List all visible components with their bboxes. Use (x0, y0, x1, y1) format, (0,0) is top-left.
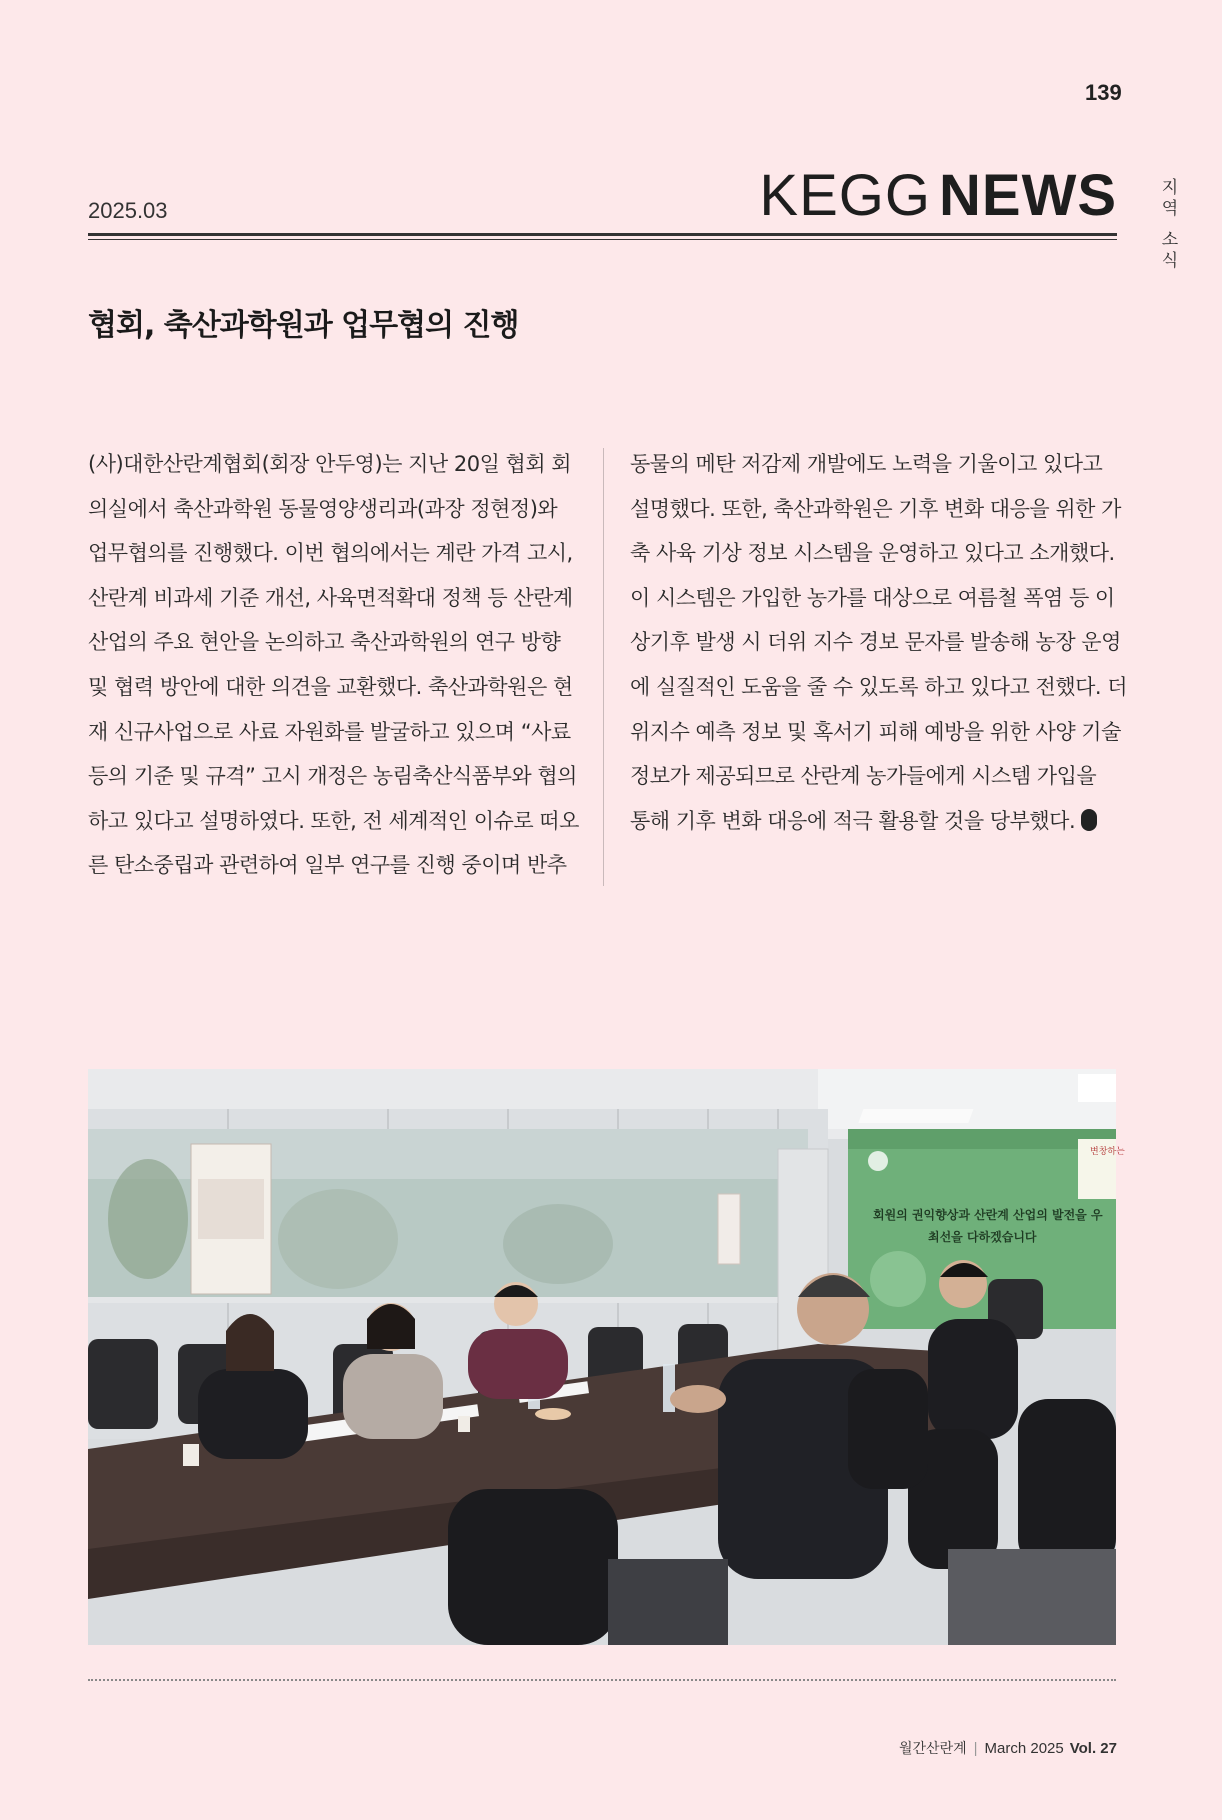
body-line: 동물의 메탄 저감제 개발에도 노력을 기울이고 있다고 (630, 452, 1103, 476)
footer-separator: | (973, 1740, 978, 1757)
article-column-left (88, 442, 579, 888)
page-number: 139 (1085, 80, 1122, 105)
body-line: 설명했다. 또한, 축산과학원은 기후 변화 대응을 위한 가 (630, 496, 1121, 521)
masthead (759, 164, 1117, 228)
body-line: 재 신규사업으로 사료 자원화를 발굴하고 있으며 “사료 (88, 719, 571, 744)
article-headline: 협회, 축산과학원과 업무협의 진행 (88, 308, 519, 343)
section-label-char: 지 (1161, 178, 1179, 198)
body-line: 및 협력 방안에 대한 의견을 교환했다. 축산과학원은 현 (88, 674, 573, 699)
banner-line-1: 회원의 권익향상과 산란계 산업의 발전을 우 (873, 1208, 1103, 1222)
body-line: 통해 기후 변화 대응에 적극 활용할 것을 당부했다. (630, 808, 1076, 833)
body-line-last (630, 799, 1116, 844)
banner-corner-text: 변창하는 (1090, 1147, 1125, 1157)
footer-month: March 2025 (984, 1740, 1064, 1757)
body-line: 의실에서 축산과학원 동물영양생리과(과장 정현정)와 (88, 496, 558, 521)
body-line: 른 탄소중립과 관련하여 일부 연구를 진행 중이며 반추 (88, 853, 567, 878)
body-line: 위지수 예측 정보 및 혹서기 피해 예방을 위한 사양 기술 (630, 719, 1121, 744)
article-column-right (630, 442, 1128, 843)
footer-publication: 월간산란계 (899, 1741, 967, 1757)
banner-line-2: 최선을 다하겠습니다 (928, 1230, 1037, 1244)
body-line: 업무협의를 진행했다. 이번 협의에서는 계란 가격 고시, (88, 541, 573, 566)
header-rule-thin (88, 239, 1117, 240)
body-line: 하고 있다고 설명하였다. 또한, 전 세계적인 이슈로 떠오 (88, 808, 579, 833)
masthead-news: NEWS (939, 163, 1117, 228)
footer-dotted-rule (88, 1679, 1116, 1681)
column-divider (603, 448, 604, 886)
issue-date: 2025.03 (88, 198, 168, 223)
page-footer (899, 1738, 1117, 1758)
body-line: 정보가 제공되므로 산란계 농가들에게 시스템 가입을 (630, 764, 1097, 789)
article-end-icon (1081, 809, 1097, 831)
body-line: (사)대한산란계협회(회장 안두영)는 지난 20일 협회 회 (88, 452, 572, 476)
meeting-photo (88, 1069, 1125, 1645)
section-label-char: 소 (1161, 230, 1179, 250)
body-line: 산업의 주요 현안을 논의하고 축산과학원의 연구 방향 (88, 630, 561, 655)
masthead-kegg: KEGG (759, 163, 931, 228)
section-label-char: 역 (1161, 199, 1179, 219)
section-label-char: 식 (1161, 251, 1179, 271)
body-line: 상기후 발생 시 더위 지수 경보 문자를 발송해 농장 운영 (630, 630, 1121, 655)
body-line: 에 실질적인 도움을 줄 수 있도록 하고 있다고 전했다. 더 (630, 674, 1128, 699)
body-line: 산란계 비과세 기준 개선, 사육면적확대 정책 등 산란계 (88, 585, 573, 610)
header-rule (88, 233, 1117, 236)
footer-volume: Vol. 27 (1069, 1740, 1117, 1757)
section-label (1160, 178, 1180, 272)
body-line: 이 시스템은 가입한 농가를 대상으로 여름철 폭염 등 이 (630, 585, 1115, 610)
body-line: 축 사육 기상 정보 시스템을 운영하고 있다고 소개했다. (630, 541, 1115, 566)
body-line: 등의 기준 및 규격” 고시 개정은 농림축산식품부와 협의 (88, 764, 577, 789)
